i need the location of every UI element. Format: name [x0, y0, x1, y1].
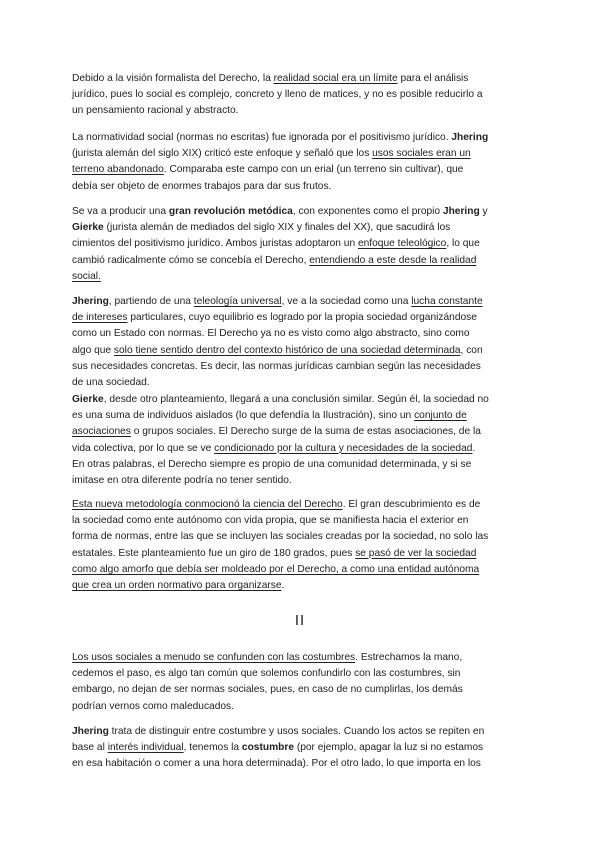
- text-run: Se va a producir una: [72, 206, 169, 217]
- bold-term: Jhering: [451, 132, 489, 143]
- underlined-phrase: lucha constante: [411, 296, 483, 307]
- text-line: [72, 408, 532, 424]
- text-run: , con exponentes como el propio: [292, 206, 443, 217]
- paragraph-jhering-costumbre: [72, 724, 532, 773]
- text-run: , partiendo de una: [108, 296, 194, 307]
- underlined-phrase: solo tiene sentido dentro del contexto histórico de una sociedad determinada: [113, 344, 461, 356]
- text-run: estatales. Este planteamiento fue un giro de 180 grados, pues: [72, 547, 356, 559]
- text-line: [72, 179, 532, 195]
- paragraph-formalismo: [72, 71, 532, 120]
- text-line: [72, 457, 532, 473]
- text-run: .: [472, 442, 476, 454]
- text-line: [72, 204, 532, 220]
- text-line: [72, 441, 532, 457]
- text-line: [72, 473, 532, 489]
- paragraph-usos-sociales: [72, 650, 532, 715]
- text-run: de una sociedad.: [72, 377, 150, 389]
- text-run: cimientos del positivismo jurídico. Ambos juristas adoptaron un: [72, 238, 358, 250]
- text-line: [72, 529, 532, 545]
- text-line: [72, 699, 532, 715]
- text-line: [72, 513, 532, 529]
- underlined-phrase: se pasó de ver la sociedad: [355, 547, 477, 559]
- text-run: vida colectiva, por lo que se ve: [72, 442, 215, 454]
- text-run: En otras palabras, el Derecho siempre es propio de una comunidad determinada, y si se: [72, 458, 472, 470]
- paragraph-revolucion-metodica: [72, 204, 532, 285]
- text-run: . El gran descubrimiento es de: [342, 499, 481, 510]
- text-line: [72, 546, 532, 562]
- text-run: cedemos el paso, es algo tan común que solemos confundirlo con las costumbres, sin: [72, 668, 461, 680]
- text-run: base al: [72, 742, 108, 754]
- text-run: un pensamiento racional y abstracto.: [72, 105, 239, 117]
- bold-term: gran revolución metódica: [168, 206, 293, 217]
- text-run: sus necesidades concretas. Es decir, las normas jurídicas cambian según las necesidades: [72, 360, 481, 372]
- text-run: , desde otro planteamiento, llegará a una conclusión similar. Según él, la sociedad no: [103, 394, 489, 405]
- text-run: o grupos sociales. El Derecho surge de la suma de estas asociaciones, de la: [130, 426, 481, 438]
- text-line: [72, 87, 532, 103]
- text-line: [72, 146, 532, 162]
- text-run: . Comparaba este campo con un erial (un terreno sin cultivar), que: [163, 164, 464, 176]
- text-run: para el análisis: [397, 73, 469, 84]
- text-run: algo que: [72, 344, 114, 356]
- bold-term: Gierke: [72, 222, 104, 234]
- text-line: [72, 666, 532, 682]
- text-run: trata de distinguir entre costumbre y usos sociales. Cuando los actos se repiten en: [108, 726, 485, 737]
- text-line: [72, 562, 532, 578]
- bold-term: Jhering: [72, 726, 109, 737]
- underlined-phrase: como algo amorfo que debía ser moldeado por el Derecho, a como una entidad autónoma: [72, 563, 480, 575]
- underlined-phrase: de intereses: [72, 312, 128, 324]
- text-run: y: [479, 206, 488, 217]
- underlined-phrase: social.: [72, 270, 101, 282]
- paragraph-normatividad-social: [72, 130, 532, 195]
- underlined-phrase: teleología universal: [193, 296, 282, 307]
- text-line: [72, 375, 532, 391]
- text-line: [72, 220, 532, 236]
- underlined-phrase: asociaciones: [72, 426, 131, 438]
- underlined-phrase: conjunto de: [414, 410, 467, 422]
- text-line: [72, 103, 532, 119]
- text-run: es una suma de individuos aislados (lo que defendía la Ilustración), sino un: [72, 410, 415, 422]
- text-run: . Estrechamos la mano,: [355, 652, 463, 663]
- underlined-phrase: Los usos sociales a menudo se confunden con las costumbres: [72, 652, 356, 663]
- bold-term: costumbre: [241, 742, 294, 754]
- text-run: La normatividad social (normas no escritas) fue ignorada por el positivismo jurídico.: [72, 132, 452, 143]
- text-run: la sociedad como ente autónomo con vida propia, que se manifiesta hacia el exterior en: [72, 515, 469, 527]
- text-line: [72, 71, 532, 87]
- underlined-phrase: entendiendo a este desde la realidad: [309, 254, 477, 266]
- text-run: debía ser objeto de enormes trabajos para dar sus frutos.: [72, 180, 332, 192]
- text-line: [72, 424, 532, 440]
- bold-term: Gierke: [72, 394, 104, 405]
- paragraph-nueva-metodologia: [72, 497, 532, 594]
- text-run: .: [281, 580, 285, 592]
- text-run: jurídico, pues lo social es complejo, concreto y lleno de matices, y no es posible reducirlo a: [72, 89, 483, 101]
- text-line: [72, 682, 532, 698]
- text-run: en esa habitación o comer a una hora determinada). Por el otro lado, lo que importa en los: [72, 758, 481, 770]
- underlined-phrase: Esta nueva metodología conmocionó la ciencia del Derecho: [72, 499, 343, 510]
- underlined-phrase: interés individual: [107, 742, 184, 754]
- underlined-phrase: usos sociales eran un: [372, 148, 471, 160]
- text-line: [72, 392, 532, 408]
- text-line: [72, 497, 532, 513]
- text-line: [72, 756, 532, 772]
- underlined-phrase: condicionado por la cultura y necesidades de la sociedad: [214, 442, 473, 454]
- text-line: [72, 162, 532, 178]
- text-run: forma de normas, entre las que se incluyen las sociales creadas por la sociedad, no solo las: [72, 531, 489, 543]
- paragraph-gierke: [72, 392, 532, 489]
- text-line: [72, 359, 532, 375]
- text-line: [72, 269, 532, 285]
- text-run: , tenemos la: [183, 742, 242, 754]
- text-run: (jurista alemán del siglo XIX) criticó este enfoque y señaló que los: [72, 148, 373, 160]
- text-line: [72, 740, 532, 756]
- underlined-phrase: realidad social era un límite: [273, 73, 398, 84]
- text-run: Debido a la visión formalista del Derecho, la: [72, 73, 274, 84]
- paragraph-jhering-teleologia: [72, 294, 532, 391]
- bold-term: Jhering: [442, 206, 480, 217]
- underlined-phrase: que crea un orden normativo para organizarse: [72, 580, 282, 592]
- underlined-phrase: enfoque teleológico: [357, 238, 447, 250]
- text-run: , lo que: [446, 238, 480, 250]
- bold-term: Jhering: [72, 296, 109, 307]
- text-line: [72, 650, 532, 666]
- text-run: particulares, cuyo equilibrio es logrado por la propia sociedad organizándose: [127, 312, 477, 324]
- text-run: imitase en otra diferente podría no tener sentido.: [72, 475, 292, 487]
- text-run: , ve a la sociedad como una: [281, 296, 412, 307]
- text-line: [72, 326, 532, 342]
- underlined-phrase: terreno abandonado: [72, 164, 164, 176]
- text-run: (jurista alemán de mediados del siglo XIX y finales del XX), que sacudirá los: [103, 222, 451, 234]
- text-run: embargo, no dejan de ser normas sociales, pues, en caso de no cumplirlas, los demás: [72, 684, 463, 696]
- text-line: [72, 310, 532, 326]
- text-run: , con: [460, 344, 483, 356]
- text-line: [72, 130, 532, 146]
- text-run: podrían vernos como maleducados.: [72, 700, 234, 712]
- text-run: cambió radicalmente cómo se concebía el Derecho,: [72, 254, 310, 266]
- text-line: [72, 294, 532, 310]
- text-run: (por ejemplo, apagar la luz si no estamos: [294, 742, 484, 754]
- text-line: [72, 253, 532, 269]
- text-line: [72, 236, 532, 252]
- text-line: [72, 724, 532, 740]
- text-run: como un Estado con normas. El Derecho ya no es visto como algo abstracto, sino como: [72, 328, 470, 340]
- text-line: [72, 578, 532, 594]
- section-number: II: [294, 612, 306, 629]
- text-line: [72, 343, 532, 359]
